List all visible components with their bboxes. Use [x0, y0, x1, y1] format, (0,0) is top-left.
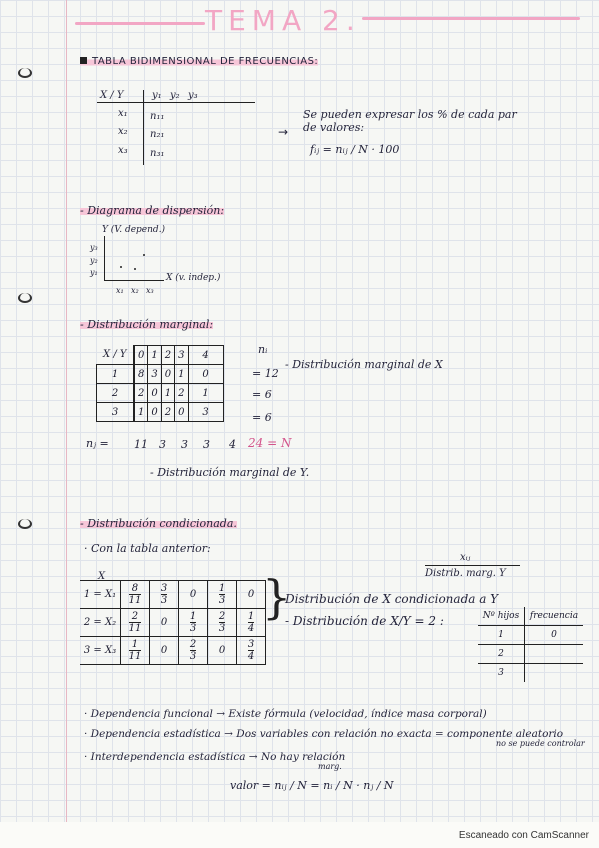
ni-label: nᵢ — [258, 343, 268, 356]
denominator: 3 — [218, 595, 226, 606]
marg-note: marg. — [318, 762, 342, 771]
fraction — [219, 611, 225, 634]
denominator: 11 — [128, 623, 142, 634]
cell: 1 — [175, 365, 188, 384]
denominator: 3 — [189, 651, 197, 662]
binder-hole — [18, 293, 32, 303]
row-label: 3 — [97, 403, 135, 422]
page-title: TEMA 2. — [205, 4, 361, 37]
numerator: 1 — [189, 611, 197, 622]
conditional-cell — [121, 609, 150, 637]
conditional-row — [80, 609, 266, 637]
conditional-cell — [150, 609, 179, 637]
table1-row-label: x₂ — [118, 126, 128, 137]
ftable-cell: 3 — [478, 664, 525, 683]
table1-vline — [143, 90, 144, 165]
numerator: 1 — [129, 639, 142, 651]
conditional-row — [80, 581, 266, 609]
arrow-icon: → — [278, 125, 289, 139]
col-total: 3 — [159, 438, 166, 451]
table1-cell: n₁₁ — [150, 111, 165, 122]
cell: 0 — [148, 384, 161, 403]
conditional-cell — [179, 581, 208, 609]
row-total: = 12 — [252, 367, 279, 380]
list-item-estadistica: · Dependencia estadística → Dos variables con relación no exacta = componente aleatorio — [84, 728, 564, 740]
cell: 1 — [188, 384, 223, 403]
numerator: 2 — [129, 611, 142, 623]
fraction-bar — [425, 565, 520, 566]
col-total: 3 — [203, 438, 210, 451]
numerator: 2 — [218, 611, 226, 622]
row-label: 1 — [97, 365, 135, 384]
numerator: 3 — [247, 639, 255, 650]
row-label: 2 — [97, 384, 135, 403]
fraction — [219, 583, 225, 606]
cell: 3 — [148, 365, 161, 384]
table1-header-y3: y₃ — [188, 90, 198, 101]
conditional-cell — [237, 637, 266, 665]
table1-header-y2: y₂ — [170, 90, 180, 101]
ftable-cell — [525, 645, 584, 664]
x-tick: x₃ — [146, 286, 154, 295]
list-item-funcional: · Dependencia funcional → Existe fórmula (velocidad, índice masa corporal) — [84, 708, 487, 720]
scatter-point — [143, 254, 145, 256]
scanner-footer: Escaneado con CamScanner — [458, 830, 589, 841]
conditional-row — [80, 637, 266, 665]
cell: 1 — [161, 384, 174, 403]
conditional-cell — [121, 637, 150, 665]
conditional-cell — [179, 609, 208, 637]
cell-value: 0 — [247, 589, 255, 600]
denominator: 11 — [128, 651, 142, 662]
col-total: 4 — [229, 438, 236, 451]
frequency-table — [478, 607, 583, 682]
denominator: 3 — [160, 595, 168, 606]
list-item-interdependencia: · Interdependencia estadística → No hay relación — [84, 751, 346, 763]
table1-hline — [97, 102, 255, 103]
title-line-left — [75, 22, 205, 25]
row-total: = 6 — [252, 411, 272, 424]
table1-row-label: x₃ — [118, 145, 128, 156]
cell: 0 — [175, 403, 188, 422]
cell: 0 — [188, 365, 223, 384]
nj-label: nⱼ = — [86, 437, 109, 450]
header-cell: 3 — [175, 346, 188, 365]
cell: 8 — [134, 365, 148, 384]
table1-header-y1: y₁ — [152, 90, 162, 101]
conditional-cell — [150, 581, 179, 609]
y-axis — [104, 236, 105, 280]
conditional-cell — [121, 581, 150, 609]
cell: 0 — [148, 403, 161, 422]
conditional-table — [80, 580, 266, 665]
denominator: 3 — [218, 623, 226, 634]
cell: 2 — [161, 403, 174, 422]
note-x-given-y: - Distribución de X/Y = 2 : — [285, 614, 444, 628]
cell-value: 0 — [160, 645, 168, 656]
fraction — [129, 639, 142, 662]
x-tick: x₂ — [131, 286, 139, 295]
cell-value: 0 — [160, 617, 168, 628]
denominator: 3 — [189, 623, 197, 634]
formula-fij: fᵢⱼ = nᵢⱼ / N · 100 — [310, 143, 400, 156]
subtitle: · Con la tabla anterior: — [84, 542, 211, 555]
ftable-header: frecuencia — [525, 607, 584, 626]
note-marginal-x: - Distribución marginal de X — [285, 358, 443, 371]
cell-value: 0 — [218, 645, 226, 656]
section-heading-dispersion: - Diagrama de dispersión: — [80, 204, 225, 217]
y-tick: y₃ — [90, 243, 98, 252]
note-marginal-y: - Distribución marginal de Y. — [150, 466, 310, 479]
note-text: Se pueden expresar los % de cada par — [303, 108, 517, 121]
conditional-row-label: 1 = X₁ — [80, 581, 121, 609]
cell: 0 — [161, 365, 174, 384]
fraction — [190, 611, 196, 634]
ftable-cell — [525, 664, 584, 683]
denominator: 11 — [128, 595, 142, 606]
ftable-cell: 0 — [525, 626, 584, 645]
title-line-right — [362, 17, 580, 20]
section-heading-marginal: - Distribución marginal: — [80, 318, 214, 331]
header-cell: X / Y — [97, 346, 135, 365]
cell-value: 0 — [189, 589, 197, 600]
table1-row-label: x₁ — [118, 108, 128, 119]
numerator: 2 — [189, 639, 197, 650]
denominator: 4 — [247, 651, 255, 662]
conditional-cell — [208, 581, 237, 609]
cell: 3 — [188, 403, 223, 422]
ftable-cell: 1 — [478, 626, 525, 645]
header-cell: 0 — [134, 346, 148, 365]
axis-y-label: Y (V. depend.) — [102, 225, 166, 235]
conditional-cell — [208, 609, 237, 637]
section-heading-tabla: TABLA BIDIMENSIONAL DE FRECUENCIAS: — [80, 56, 318, 67]
fraction — [248, 639, 254, 662]
section-heading-condicionada: - Distribución condicionada. — [80, 517, 237, 530]
col-total: 11 — [134, 438, 148, 451]
row-total: = 6 — [252, 388, 272, 401]
ftable-header: Nº hijos — [478, 607, 525, 626]
scatter-point — [134, 268, 136, 270]
cell: 1 — [134, 403, 148, 422]
x-axis — [104, 280, 164, 281]
bullet-icon — [80, 57, 87, 64]
conditional-cell — [150, 637, 179, 665]
x-tick: x₁ — [116, 286, 124, 295]
header-cell: 2 — [161, 346, 174, 365]
note-conditional: Distribución de X condicionada a Y — [285, 592, 499, 606]
numerator: 1 — [218, 583, 226, 594]
conditional-cell — [179, 637, 208, 665]
binder-hole — [18, 519, 32, 529]
fraction — [190, 639, 196, 662]
conditional-row-label: 3 = X₃ — [80, 637, 121, 665]
note-text: de valores: — [303, 121, 365, 134]
marginal-table — [96, 345, 224, 422]
col-total: 3 — [181, 438, 188, 451]
axis-x-label: X (v. indep.) — [166, 273, 221, 283]
table1-header-xy: X / Y — [100, 90, 124, 101]
header-x: X — [98, 571, 106, 582]
cell: 2 — [134, 384, 148, 403]
fraction — [161, 583, 167, 606]
conditional-row-label: 2 = X₂ — [80, 609, 121, 637]
bottom-label: Distrib. marg. Y — [425, 568, 506, 579]
scatter-point — [120, 266, 122, 268]
aside-note: no se puede controlar — [496, 739, 585, 748]
margin-line — [66, 0, 67, 822]
header-cell: 4 — [188, 346, 223, 365]
denominator: 4 — [247, 623, 255, 634]
conditional-cell — [208, 637, 237, 665]
grand-total: 24 = N — [248, 436, 292, 450]
y-tick: y₂ — [90, 256, 98, 265]
brace-icon: } — [262, 570, 292, 624]
table1-cell: n₃₁ — [150, 148, 165, 159]
fraction — [248, 611, 254, 634]
table1-cell: n₂₁ — [150, 129, 165, 140]
header-cell: 1 — [148, 346, 161, 365]
numerator: 8 — [129, 583, 142, 595]
y-tick: y₁ — [90, 268, 98, 277]
fraction — [129, 583, 142, 606]
numerator: 1 — [247, 611, 255, 622]
ftable-cell: 2 — [478, 645, 525, 664]
top-fraction: xᵢⱼ — [460, 552, 471, 563]
cell: 2 — [175, 384, 188, 403]
numerator: 3 — [160, 583, 168, 594]
valor-formula: valor = nᵢⱼ / N = nᵢ / N · nⱼ / N — [230, 779, 394, 792]
binder-hole — [18, 68, 32, 78]
fraction — [129, 611, 142, 634]
